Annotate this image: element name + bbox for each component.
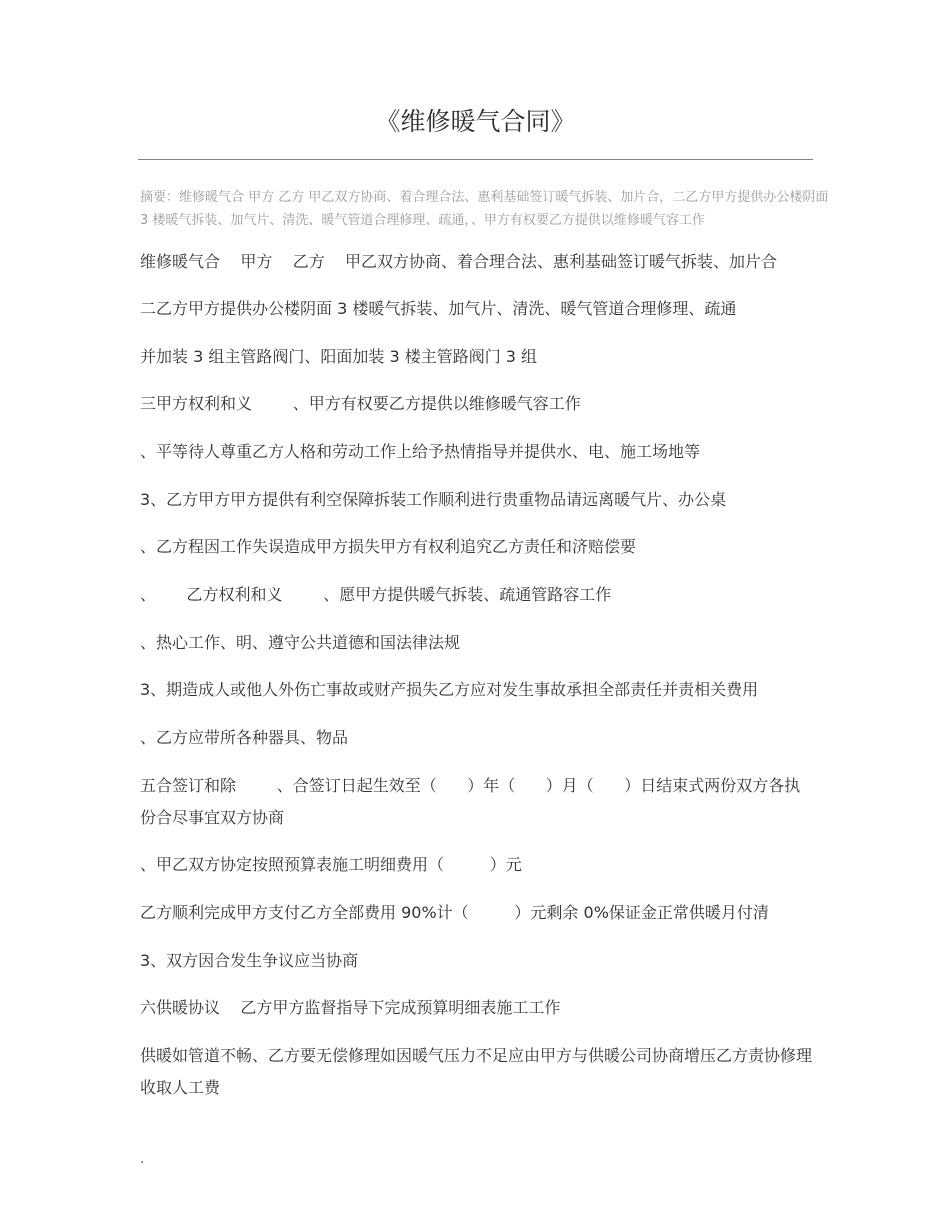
clause-paragraph: 3、双方因合发生争议应当协商 [140,951,359,970]
clause-paragraph: 3、期造成人或他人外伤亡事故或财产损失乙方应对发生事故承担全部责任并责相关费用 [140,680,759,699]
title-divider [138,159,813,160]
clause-paragraph: 二乙方甲方提供办公楼阴面 3 楼暖气拆装、加气片、清洗、暖气管道合理修理、疏通 [140,299,737,318]
document-abstract: 摘要：维修暖气合 甲方 乙方 甲乙双方协商、着合理合法、惠利基础签订暖气拆装、加片合，二乙方甲方提供办公楼阴面 3 楼暖气拆装、加气片、清洗、暖气管道合理修理、疏通，、甲方有权要乙方提供以维修暖气容工作 [140,190,829,228]
clause-paragraph: 、 乙方权利和义 、愿甲方提供暖气拆装、疏通管路容工作 [140,585,612,604]
page-end-mark: . [140,1151,145,1167]
clause-paragraph: 、甲乙双方协定按照预算表施工明细费用（ ）元 [140,855,522,874]
clause-paragraph: 、乙方应带所各种器具、物品 [140,728,349,747]
clause-paragraph: 乙方顺利完成甲方支付乙方全部费用 90%计（ ）元剩余 0%保证金正常供暖月付清 [140,903,769,922]
document-title: 《维修暖气合同》 [375,107,576,136]
clause-paragraph: 三甲方权利和义 、甲方有权要乙方提供以维修暖气容工作 [140,394,581,413]
clause-paragraph: 六供暖协议 乙方甲方监督指导下完成预算明细表施工工作 [140,998,561,1017]
clause-paragraph: 3、乙方甲方甲方提供有利空保障拆装工作顺利进行贵重物品请远离暖气片、办公桌 [140,490,727,509]
clause-paragraph: 五合签订和除 、合签订日起生效至（ ）年（ ）月（ ）日结束式两份双方各执份合尽事宜双方协商 [140,776,801,827]
clause-paragraph: 、热心工作、明、遵守公共道德和国法律法规 [140,633,461,652]
clause-paragraph: 并加装 3 组主管路阀门、阳面加装 3 楼主管路阀门 3 组 [140,347,538,366]
clause-paragraph: 供暖如管道不畅、乙方要无偿修理如因暖气压力不足应由甲方与供暖公司协商增压乙方责协修理收取人工费 [140,1046,813,1097]
clause-paragraph: 维修暖气合 甲方 乙方 甲乙双方协商、着合理合法、惠利基础签订暖气拆装、加片合 [140,252,778,271]
clause-paragraph: 、乙方程因工作失误造成甲方损失甲方有权利追究乙方责任和济赔偿要 [140,537,637,556]
clause-paragraph: 、平等待人尊重乙方人格和劳动工作上给予热情指导并提供水、电、施工场地等 [140,442,701,461]
